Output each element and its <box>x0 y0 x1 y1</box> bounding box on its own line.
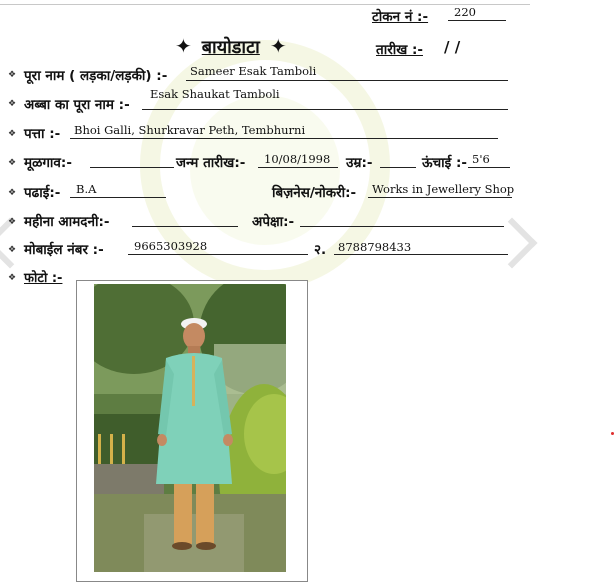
date-value: / / <box>444 38 461 56</box>
height-value: 5'6 <box>472 152 490 166</box>
bullet-icon: ❖ <box>8 70 17 80</box>
mobile2-label: २. <box>314 242 327 258</box>
token-label: टोकन नं :- <box>372 9 429 25</box>
dob-line <box>258 167 338 168</box>
height-label: ऊंचाई :- <box>422 155 467 171</box>
expectation-label: अपेक्षा:- <box>252 214 295 230</box>
bullet-icon: ❖ <box>8 217 17 227</box>
date-label: तारीख :- <box>376 42 423 58</box>
education-line <box>70 197 166 198</box>
occupation-line <box>368 197 512 198</box>
star-icon: ✦ <box>269 34 287 58</box>
bullet-icon: ❖ <box>8 99 17 109</box>
full-name-value: Sameer Esak Tamboli <box>190 64 317 78</box>
occupation-label: बिज़नेस/नोकरी:- <box>272 185 357 201</box>
full-name-label: पूरा नाम ( लड़का/लड़की) :- <box>24 68 168 84</box>
mobile-label: मोबाईल नंबर :- <box>24 242 104 258</box>
native-place-line <box>90 167 174 168</box>
address-label: पत्ता :- <box>24 126 61 142</box>
dob-label: जन्म तारीख:- <box>176 155 246 171</box>
star-icon: ✦ <box>175 34 192 58</box>
dob-value: 10/08/1998 <box>264 152 331 166</box>
income-label: महीना आमदनी:- <box>24 214 110 230</box>
father-name-line <box>142 109 508 110</box>
token-line <box>448 20 506 21</box>
photo-label: फोटो :- <box>24 271 63 286</box>
address-line <box>70 138 498 139</box>
mobile2-line <box>334 254 508 255</box>
bullet-icon: ❖ <box>8 158 17 168</box>
occupation-value: Works in Jewellery Shop <box>372 182 515 196</box>
height-line <box>468 167 510 168</box>
age-line <box>380 167 416 168</box>
expectation-line <box>300 226 504 227</box>
mobile-value: 9665303928 <box>134 239 208 253</box>
top-rule <box>0 0 530 5</box>
mobile2-value: 8788798433 <box>338 240 412 254</box>
father-name-value: Esak Shaukat Tamboli <box>150 87 280 101</box>
profile-photo <box>94 284 286 572</box>
native-place-label: मूळगाव:- <box>24 155 72 171</box>
mobile-line <box>128 254 308 255</box>
title-text: बायोडाटा <box>201 37 260 58</box>
bullet-icon: ❖ <box>8 188 17 198</box>
income-line <box>132 226 238 227</box>
page-title <box>175 34 287 59</box>
token-value: 220 <box>454 5 476 19</box>
education-value: B.A <box>76 182 97 196</box>
bullet-icon: ❖ <box>8 245 17 255</box>
bullet-icon: ❖ <box>8 273 17 283</box>
full-name-line <box>186 80 508 81</box>
age-label: उम्र:- <box>346 155 373 171</box>
education-label: पढाई:- <box>24 185 61 201</box>
bullet-icon: ❖ <box>8 129 17 139</box>
address-value: Bhoi Galli, Shurkravar Peth, Tembhurni <box>74 123 306 137</box>
father-name-label: अब्बा का पूरा नाम :- <box>24 97 130 113</box>
